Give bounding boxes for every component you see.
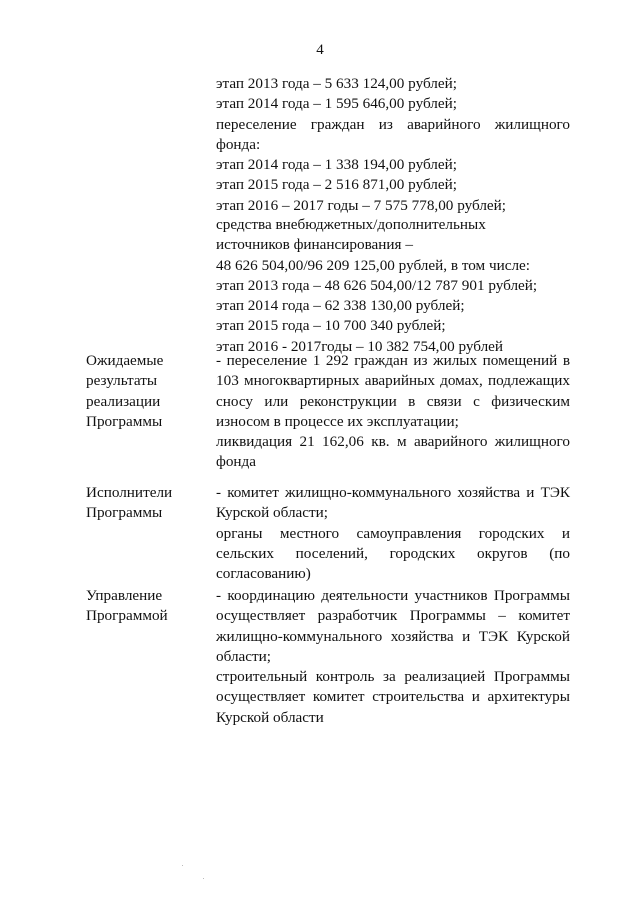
section-label-management xyxy=(86,586,206,627)
content-line: сносу или реконструкции в связи с физическим xyxy=(216,392,570,410)
content-line: - комитет жилищно-коммунального хозяйства и ТЭК xyxy=(216,484,570,501)
extra-financing-line: средства внебюджетных/дополнительных xyxy=(216,216,486,233)
label-line: Программы xyxy=(86,412,163,430)
content-line: фонда xyxy=(216,453,257,471)
content-line: износом в процессе их эксплуатации; xyxy=(216,412,459,430)
extra-financing-line: этап 2013 года – 48 626 504,00/12 787 901 рублей; xyxy=(216,276,538,294)
label-line: Ожидаемые xyxy=(86,352,164,369)
content-line: Курской области xyxy=(216,708,324,726)
content-line: жилищно-коммунального хозяйства и ТЭК Курской xyxy=(216,627,570,645)
section-content-management xyxy=(216,586,570,728)
content-line: - переселение 1 292 граждан из жилых помещений в xyxy=(216,352,570,369)
extra-financing-line: этап 2016 - 2017годы – 10 382 754,00 рублей xyxy=(216,337,504,355)
content-line: осуществляет комитет строительства и архитектуры xyxy=(216,688,570,706)
label-line: Программой xyxy=(86,607,168,625)
section-content-expected-results xyxy=(216,351,570,473)
content-line: органы местного самоуправления городских и xyxy=(216,524,570,542)
section-label-expected-results xyxy=(86,351,206,432)
extra-financing-line: 48 626 504,00/96 209 125,00 рублей, в том числе: xyxy=(216,256,531,274)
extra-financing-block xyxy=(216,215,570,357)
page-number: 4 xyxy=(316,42,324,58)
content-line: 103 многоквартирных аварийных домах, подлежащих xyxy=(216,372,570,390)
section-label-executors xyxy=(86,483,206,524)
content-line: Курской области; xyxy=(216,504,329,522)
label-line: Управление xyxy=(86,587,163,604)
financing-line: этап 2016 – 2017 годы – 7 575 778,00 рублей; xyxy=(216,196,506,214)
financing-line: переселение граждан из аварийного жилищного xyxy=(216,115,570,133)
section-content-executors xyxy=(216,483,570,584)
scan-speck xyxy=(182,865,183,866)
content-line: области; xyxy=(216,647,271,665)
label-line: Программы xyxy=(86,504,163,522)
content-line: строительный контроль за реализацией Программы xyxy=(216,668,570,686)
content-line: сельских поселений, городских округов (по xyxy=(216,544,570,562)
financing-line: этап 2014 года – 1 338 194,00 рублей; xyxy=(216,156,457,174)
content-line: - координацию деятельности участников Программы xyxy=(216,587,570,604)
financing-line: фонда: xyxy=(216,135,261,153)
label-line: результаты xyxy=(86,372,158,390)
financing-line: этап 2013 года – 5 633 124,00 рублей; xyxy=(216,75,457,92)
extra-financing-line: этап 2015 года – 10 700 340 рублей; xyxy=(216,317,446,335)
content-line: согласованию) xyxy=(216,565,311,583)
financing-block xyxy=(216,74,570,216)
extra-financing-line: этап 2014 года – 62 338 130,00 рублей; xyxy=(216,297,465,315)
content-line: ликвидация 21 162,06 кв. м аварийного жилищного xyxy=(216,433,570,451)
financing-line: этап 2014 года – 1 595 646,00 рублей; xyxy=(216,95,457,113)
extra-financing-line: источников финансирования – xyxy=(216,236,413,254)
label-line: Исполнители xyxy=(86,484,173,501)
content-line: осуществляет разработчик Программы – комитет xyxy=(216,607,570,625)
label-line: реализации xyxy=(86,392,161,410)
scan-speck xyxy=(203,878,204,879)
financing-line: этап 2015 года – 2 516 871,00 рублей; xyxy=(216,176,457,194)
